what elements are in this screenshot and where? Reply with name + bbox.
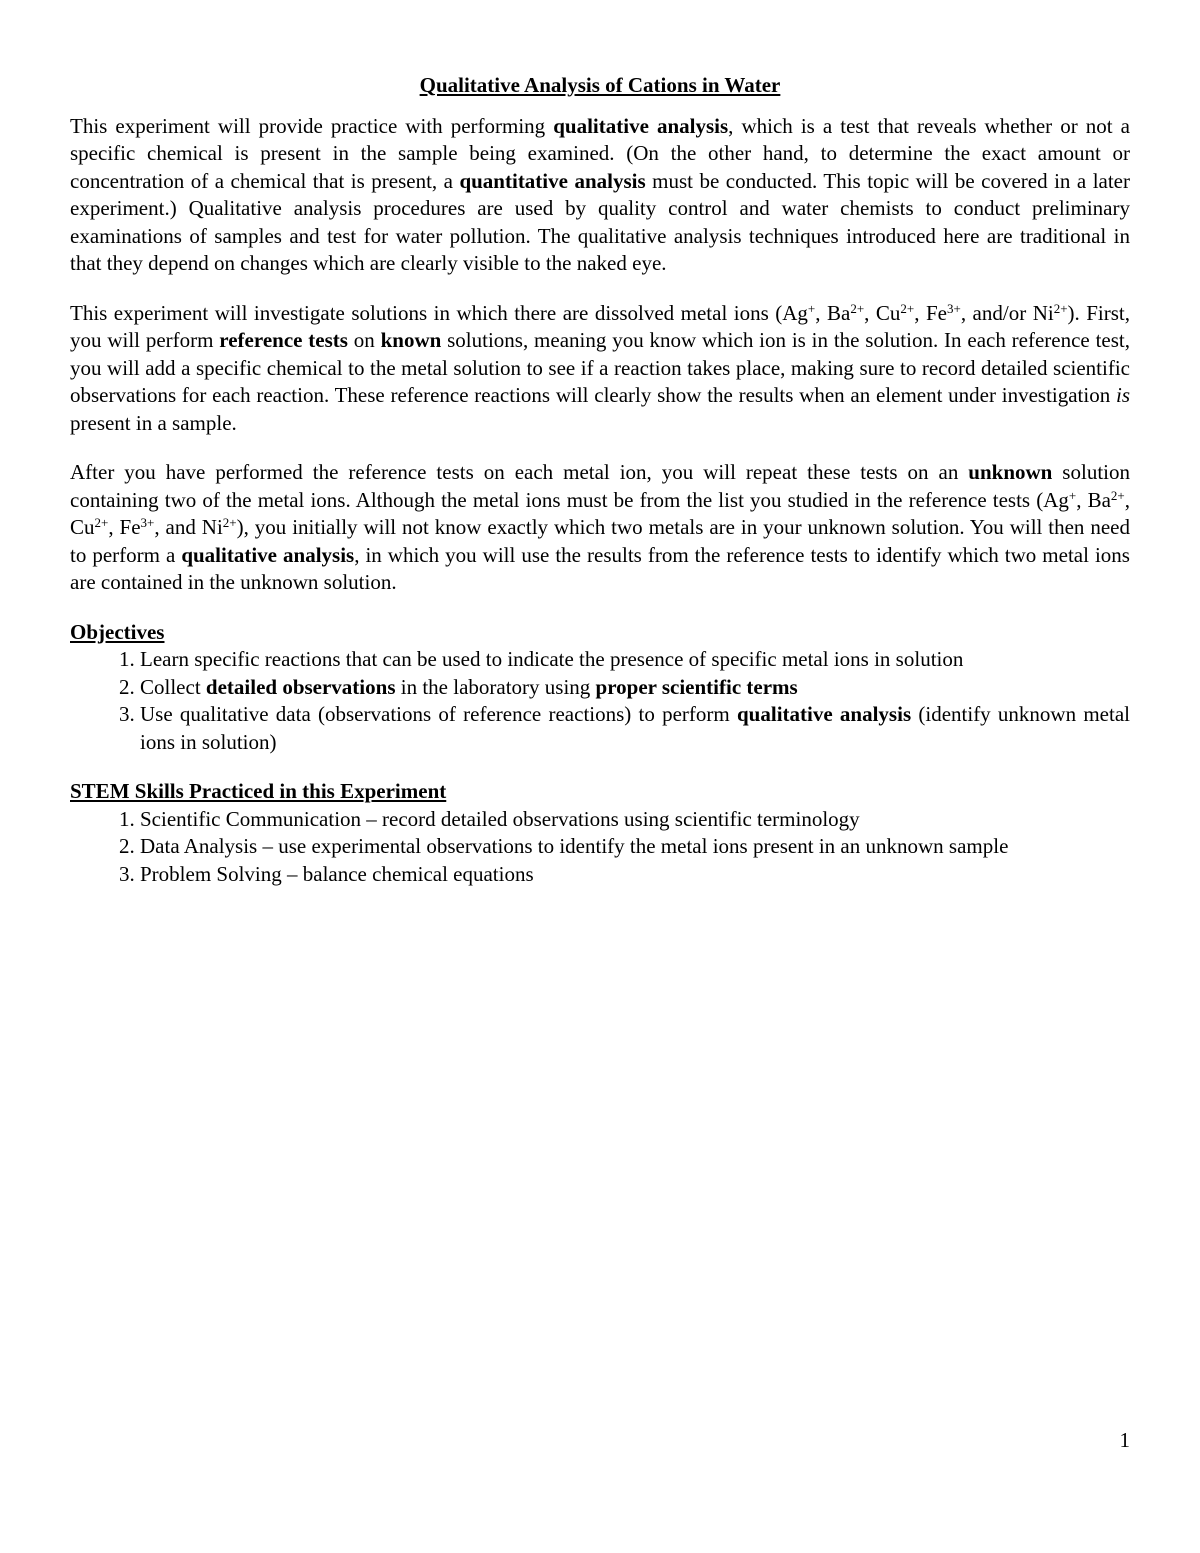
term-quantitative-analysis: quantitative analysis [459,168,646,193]
separator: , [1124,487,1130,512]
separator: , [864,300,876,325]
list-item [140,806,1130,834]
ion-charge: 2+ [1053,300,1068,316]
intro-text: , which is a test that reveals whether or not a specific chemical is present in the sample being examined. (On the other hand, to determine the exact amount or concentration of a chemical that is present, a [70,113,1130,193]
ion-silver: Ag [1043,487,1069,512]
paragraph-text: ). First, you will perform [70,300,1131,352]
document-page [70,72,1130,910]
separator: , [815,300,827,325]
list-item-text: Use qualitative data (observations of reference reactions) to perform [140,702,737,726]
separator: , and [154,515,202,539]
term-qualitative-analysis: qualitative analysis [181,542,355,567]
paragraph-text: on [347,328,381,352]
term-qualitative-analysis: qualitative analysis [737,702,912,726]
paragraph-text: This experiment will investigate solutions in which there are dissolved metal ions ( [70,300,783,325]
stem-skills-list [70,806,1130,889]
list-item [140,646,1130,674]
list-item-text: Scientific Communication – record detailed observations using scientific terminology [140,806,860,831]
stem-skills-heading: STEM Skills Practiced in this Experiment [70,779,447,803]
ion-iron: Fe [119,515,141,539]
list-item [140,674,1130,702]
ion-barium: Ba [826,300,851,325]
ion-iron: Fe [925,300,947,325]
list-item-text: in the laboratory using [395,674,596,699]
paragraph-text: present in a sample. [70,410,237,435]
ion-copper: Cu [875,300,901,325]
ion-charge: + [1068,487,1077,503]
ion-charge: 2+ [1110,487,1125,503]
separator: , [1076,487,1088,512]
ion-nickel: Ni [201,515,223,539]
ion-nickel: Ni [1032,300,1054,325]
list-item-text: Problem Solving – balance chemical equations [140,861,534,886]
ion-charge: 2+ [900,300,915,316]
list-item [140,833,1130,861]
ion-charge: 3+ [946,300,961,316]
emphasis-is: is [1115,383,1130,407]
separator: , [914,300,926,325]
ion-charge: 2+ [222,515,237,530]
page-title: Qualitative Analysis of Cations in Water [419,73,781,97]
paragraph-text: , in which you will use the results from the reference tests to identify which two metal ions are contained in the unknown solution. [70,542,1130,594]
separator: , and/or [960,300,1033,325]
ion-copper: Cu [70,515,95,539]
list-item [140,701,1130,756]
term-detailed-observations: detailed observations [205,674,396,699]
list-item-text: Learn specific reactions that can be used to indicate the presence of specific metal ions in solution [140,647,964,671]
page-number: 1 [1119,1428,1130,1452]
ion-charge: 3+ [140,515,155,530]
list-item-text: (identify unknown metal ions in solution) [140,702,1130,754]
term-known: known [380,328,442,352]
objectives-list [70,646,1130,756]
ion-charge: 2+ [850,300,865,316]
paragraph-text: solutions, meaning you know which ion is in the solution. In each reference test, you will add a specific chemical to the metal solution to see if a reaction takes place, making sure to record detailed scientific observations for each reaction. These reference reactions will clearly show the results when an element under investigation [70,328,1130,407]
intro-text: This experiment will provide practice with performing [70,113,554,138]
ion-charge: 2+ [94,515,109,530]
unknown-paragraph [70,459,1130,597]
list-item-text: Collect [140,674,206,699]
ion-barium: Ba [1087,487,1111,512]
list-item-text: Data Analysis – use experimental observations to identify the metal ions present in an unknown sample [140,834,1009,858]
ion-charge: + [807,300,816,316]
term-unknown: unknown [968,460,1053,484]
ions-paragraph [70,300,1130,438]
objectives-heading: Objectives [70,619,165,644]
paragraph-text: solution containing two of the metal ions. Although the metal ions must be from the list you studied in the reference tests ( [70,460,1130,512]
paragraph-text: After you have performed the reference tests on each metal ion, you will repeat these tests on an [70,460,969,484]
separator: , [108,515,120,539]
term-qualitative-analysis: qualitative analysis [553,113,729,138]
intro-text: must be conducted. This topic will be covered in a later experiment.) Qualitative analysis procedures are used by quality control and water chemists to conduct preliminary examinations of samples and test for water pollution. The qualitative analysis techniques introduced here are traditional in that they depend on changes which are clearly visible to the naked eye. [70,168,1131,275]
ion-silver: Ag [782,300,808,325]
paragraph-text: ), you initially will not know exactly which two metals are in your unknown solution. You will then need to perform a [70,515,1130,567]
term-reference-tests: reference tests [219,328,348,352]
term-proper-scientific-terms: proper scientific terms [595,674,798,699]
list-item [140,861,1130,889]
intro-paragraph [70,113,1130,278]
